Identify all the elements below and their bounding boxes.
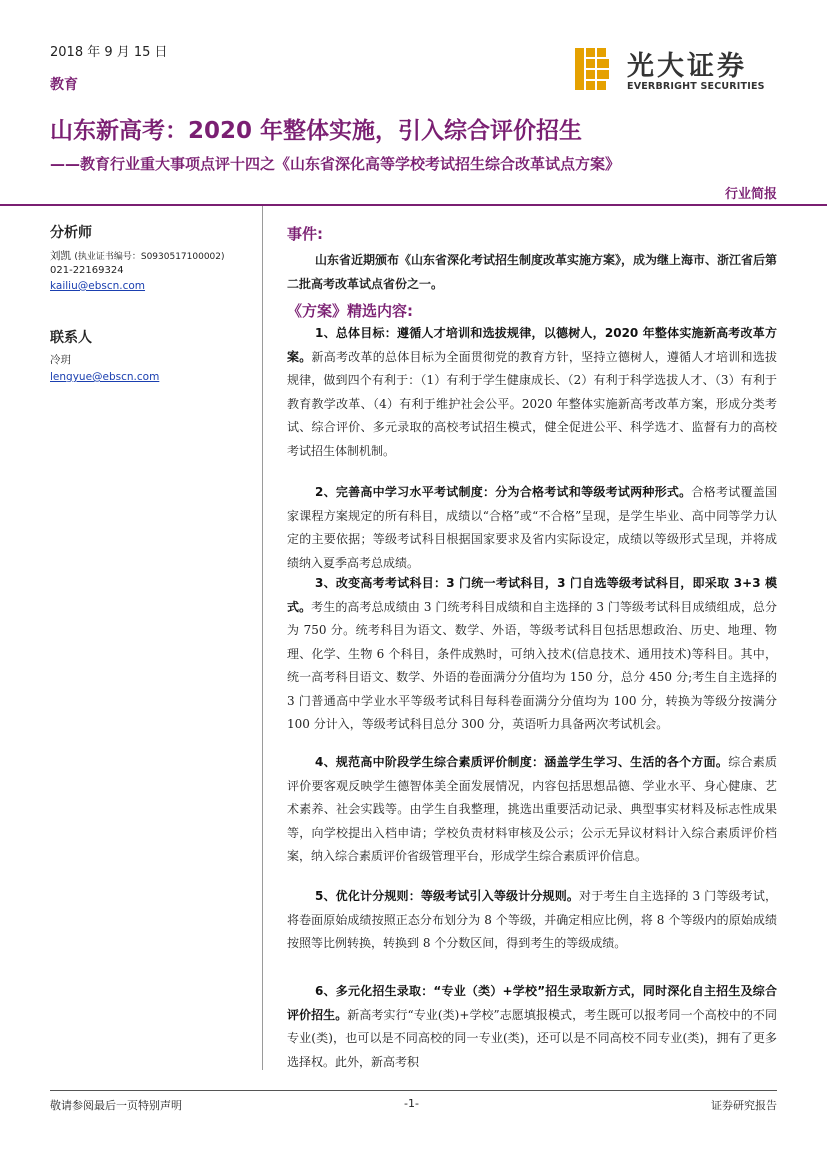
report-date: 2018 年 9 月 15 日 xyxy=(50,45,168,60)
plan-item-lead: 2、完善高中学习水平考试制度：分为合格考试和等级考试两种形式。 xyxy=(315,485,692,499)
plan-item-text: 综合素质评价要客观反映学生德智体美全面发展情况，内容包括思想品德、学业水平、身心健康、艺术素养、社会实践等。由学生自我整理，挑选出重要活动记录、典型事实材料及标志性成果等，向学校提出入档申请；学校负责材料审核及公示；公示无异议材料计入综合素质评价档案，纳入综合素质评价省级管理平台，形成学生综合素质评价信息。 xyxy=(287,755,777,863)
event-text: 山东省近期颁布《山东省深化考试招生制度改革实施方案》，成为继上海市、浙江省后第二批高考改革试点省份之一。 xyxy=(287,253,778,291)
plan-item-text: 考生的高考总成绩由 3 门统考科目成绩和自主选择的 3 门等级考试科目成绩组成，总分为 750 分。统考科目为语文、数学、外语，等级考试科目包括思想政治、历史、地理、物理、化学、生物 6 个科目，条件成熟时，可纳入技术(信息技术、通用技术)等科目。其中，统一高考科目语文、数学、外语的卷面满分分值均为 150 分，总分 450 分;考生自主选择的 3 门普通高中学业水平等级考试科目每科卷面满分分值均为 100 分，转换为等级分按满分 100 分计入，等级考试科目总分 300 分，英语听力具备两次考试机会。 xyxy=(287,599,777,731)
plan-item-lead: 4、规范高中阶段学生综合素质评价制度：涵盖学生学习、生活的各个方面。 xyxy=(315,755,729,769)
plan-item xyxy=(287,885,777,956)
plan-item-text: 新高考实行“专业(类)+学校”志愿填报模式，考生既可以报考同一个高校中的不同专业(类)，也可以是不同高校的同一专业(类)，还可以是不同高校不同专业(类)，拥有了更多选择权。此外，新高考积 xyxy=(287,1007,777,1069)
header-divider xyxy=(0,204,827,206)
analyst-heading: 分析师 xyxy=(50,225,92,241)
company-logo xyxy=(575,44,781,102)
contact-heading: 联系人 xyxy=(50,330,92,346)
logo-english-name: EVERBRIGHT SECURITIES xyxy=(627,81,765,92)
footer-divider xyxy=(50,1090,777,1091)
report-title: 山东新高考：2020 年整体实施，引入综合评价招生 xyxy=(50,118,583,144)
plan-item xyxy=(287,572,777,737)
analyst-name: 刘凯 xyxy=(50,250,71,262)
analyst-cert: (执业证书编号：S0930517100002) xyxy=(74,252,225,262)
footer-report-label: 证券研究报告 xyxy=(711,1099,777,1112)
plan-heading: 《方案》精选内容: xyxy=(287,302,413,320)
sector-label: 教育 xyxy=(50,77,78,93)
plan-item-text: 对于考生自主选择的 3 门等级考试，将卷面原始成绩按照正态分布划分为 8 个等级，并确定相应比例，将 8 个等级内的原始成绩按照等比例转换，转换到 8 个分数区间，得到考生的等级成绩。 xyxy=(287,889,777,950)
report-type: 行业简报 xyxy=(724,187,777,202)
plan-item xyxy=(287,322,777,463)
event-heading: 事件: xyxy=(287,225,323,243)
analyst-info xyxy=(50,248,225,263)
column-divider xyxy=(262,206,263,1070)
contact-name: 冷玥 xyxy=(50,354,71,366)
plan-item-text: 合格考试覆盖国家课程方案规定的所有科目，成绩以“合格”或“不合格”呈现，是学生毕业、高中同等学力认定的主要依据；等级考试科目根据国家要求及省内实际设定，成绩以等级形式呈现，并将成绩纳入夏季高考总成绩。 xyxy=(287,485,777,570)
contact-email-link[interactable]: lengyue@ebscn.com xyxy=(50,371,160,383)
plan-item-lead: 5、优化计分规则：等级考试引入等级计分规则。 xyxy=(315,889,580,903)
page-number: -1- xyxy=(404,1097,419,1110)
plan-item-lead: 6、多元化招生录取：“专业（类）+学校”招生录取新方式，同时深化自主招生及综合评价招生。 xyxy=(287,984,777,1022)
analyst-phone: 021-22169324 xyxy=(50,265,124,276)
plan-item xyxy=(287,481,777,575)
footer-disclaimer: 敬请参阅最后一页特别声明 xyxy=(50,1099,182,1112)
report-subtitle: ——教育行业重大事项点评十四之《山东省深化高等学校考试招生综合改革试点方案》 xyxy=(50,155,621,173)
plan-item-lead: 1、总体目标：遵循人才培训和选拔规律，以德树人，2020 年整体实施新高考改革方案。 xyxy=(287,326,777,364)
plan-item xyxy=(287,980,777,1074)
everbright-logo-icon xyxy=(575,48,615,90)
plan-item xyxy=(287,751,777,869)
plan-item-lead: 3、改变高考考试科目：3 门统一考试科目，3 门自选等级考试科目，即采取 3+3 模式。 xyxy=(287,576,777,614)
analyst-email-link[interactable]: kailiu@ebscn.com xyxy=(50,280,146,292)
plan-item-text: 新高考改革的总体目标为全面贯彻党的教育方针，坚持立德树人，遵循人才培训和选拔规律，做到四个有利于：（1）有利于学生健康成长、（2）有利于科学选拔人才、（3）有利于教育教学改革、（4）有利于维护社会公平。2020 年整体实施新高考改革方案，形成分类考试、综合评价、多元录取的高校考试招生模式，健全促进公平、科学选才、监督有力的高校考试招生体制机制。 xyxy=(287,349,777,458)
logo-chinese-name: 光大证券 xyxy=(627,51,747,82)
